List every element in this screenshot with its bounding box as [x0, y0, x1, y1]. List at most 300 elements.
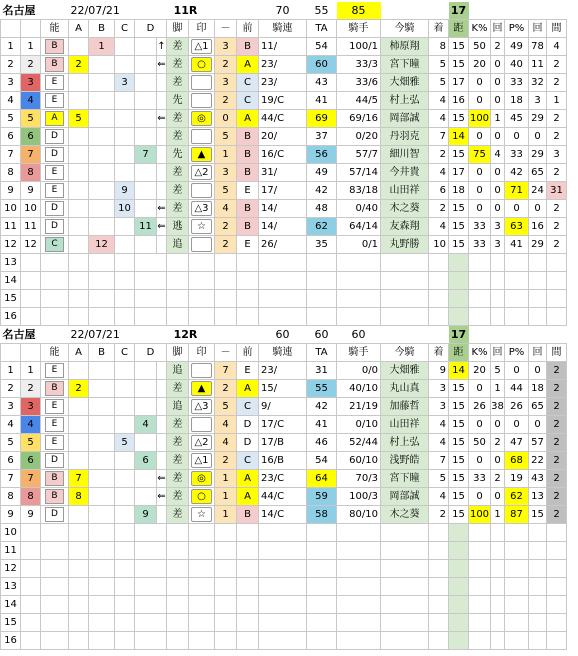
grade-box: B [45, 57, 64, 72]
k-count: 1 [491, 380, 505, 398]
top-right-num: 17 [449, 326, 469, 344]
empty-cell [505, 308, 529, 326]
empty-cell [505, 290, 529, 308]
row-number: 9 [1, 182, 21, 200]
distance: 16 [449, 92, 469, 110]
empty-cell [307, 542, 337, 560]
row-number: 2 [1, 56, 21, 74]
empty-cell [259, 560, 307, 578]
jockey-rate: 23/ [259, 56, 307, 74]
ta-value: 55 [307, 380, 337, 398]
rank-b [89, 452, 115, 470]
row-number: 8 [1, 164, 21, 182]
distance: 17 [449, 164, 469, 182]
empty-cell [89, 632, 115, 650]
empty-cell [449, 614, 469, 632]
prev-grade: B [237, 38, 259, 56]
p-count: 16 [529, 218, 547, 236]
empty-cell [307, 596, 337, 614]
empty-cell [429, 578, 449, 596]
jockey-rate: 14/ [259, 200, 307, 218]
prev-grade: E [237, 182, 259, 200]
current-jockey: 村上弘 [381, 92, 429, 110]
empty-cell [21, 272, 41, 290]
col-header-d: D [135, 20, 167, 38]
arrow-mark [157, 164, 167, 182]
empty-cell [469, 272, 491, 290]
jockey-stats: 33/6 [337, 74, 381, 92]
p-percent: 41 [505, 236, 529, 254]
grade-box: D [45, 453, 64, 468]
empty-cell [135, 272, 167, 290]
arrow-mark: ⇐ [157, 218, 167, 236]
empty-cell [337, 272, 381, 290]
horse-number: 1 [21, 38, 41, 56]
empty-cell [429, 614, 449, 632]
ability-grade [41, 398, 69, 416]
jockey-stats: 100/1 [337, 38, 381, 56]
running-style: 先 [167, 92, 189, 110]
finish: 8 [429, 38, 449, 56]
k-count: 0 [491, 164, 505, 182]
ta-value: 59 [307, 488, 337, 506]
empty-cell [381, 542, 429, 560]
table-row [1, 200, 567, 218]
empty-cell [505, 272, 529, 290]
empty-cell [337, 578, 381, 596]
distance: 15 [449, 380, 469, 398]
finish: 4 [429, 416, 449, 434]
empty-cell [21, 596, 41, 614]
jockey-stats: 57/14 [337, 164, 381, 182]
row-number: 16 [1, 308, 21, 326]
ta-value: 48 [307, 200, 337, 218]
k-percent: 100 [469, 506, 491, 524]
mark-box [191, 417, 212, 432]
col-header-kishu: 騎手 [337, 344, 381, 362]
k-percent: 50 [469, 434, 491, 452]
arrow-mark [157, 506, 167, 524]
arrow-mark: ⇐ [157, 110, 167, 128]
grade-box: E [45, 417, 64, 432]
rank-c [115, 236, 135, 254]
top-num-b: 60 [314, 328, 329, 341]
k-percent: 0 [469, 92, 491, 110]
grade-box: D [45, 507, 64, 522]
running-style: 追 [167, 362, 189, 380]
arrow-mark [157, 434, 167, 452]
k-count: 3 [491, 236, 505, 254]
row-number: 7 [1, 146, 21, 164]
empty-cell [381, 614, 429, 632]
empty-cell [189, 632, 215, 650]
col-header-kisou: 騎連 [259, 20, 307, 38]
p-percent: 49 [505, 38, 529, 56]
p-count: 24 [529, 182, 547, 200]
mark-box: △1 [191, 39, 212, 54]
empty-cell [21, 632, 41, 650]
empty-cell [69, 632, 89, 650]
rank-c: 9 [115, 182, 135, 200]
empty-cell [337, 596, 381, 614]
ta-value: 69 [307, 110, 337, 128]
row-number: 15 [1, 614, 21, 632]
k-count: 2 [491, 470, 505, 488]
current-jockey: 友森翔 [381, 218, 429, 236]
rank-b [89, 416, 115, 434]
rank-a [69, 92, 89, 110]
col-header-a: A [69, 344, 89, 362]
ability-grade [41, 434, 69, 452]
current-jockey: 岡部誠 [381, 110, 429, 128]
empty-cell [259, 614, 307, 632]
table-row [1, 380, 567, 398]
k-percent: 75 [469, 146, 491, 164]
finish: 2 [429, 200, 449, 218]
jockey-stats: 33/3 [337, 56, 381, 74]
table-row [1, 74, 567, 92]
running-style: 差 [167, 182, 189, 200]
running-style: 差 [167, 164, 189, 182]
empty-cell [215, 578, 237, 596]
empty-cell [529, 596, 547, 614]
row-number: 13 [1, 578, 21, 596]
finish: 3 [429, 380, 449, 398]
rank-d: 11 [135, 218, 157, 236]
empty-cell [449, 560, 469, 578]
k-count: 0 [491, 182, 505, 200]
empty-cell [89, 524, 115, 542]
horse-number: 10 [21, 200, 41, 218]
rank-b [89, 128, 115, 146]
running-style: 逃 [167, 218, 189, 236]
k-count: 0 [491, 128, 505, 146]
empty-cell [237, 272, 259, 290]
empty-row [1, 254, 567, 272]
jockey-stats: 80/10 [337, 506, 381, 524]
ta-value: 37 [307, 128, 337, 146]
p-percent: 0 [505, 128, 529, 146]
col-header-a: A [69, 20, 89, 38]
prediction-mark [189, 146, 215, 164]
empty-cell [469, 614, 491, 632]
k-percent: 33 [469, 470, 491, 488]
current-jockey: 丹羽克 [381, 128, 429, 146]
empty-cell [429, 542, 449, 560]
row-number: 2 [1, 380, 21, 398]
empty-cell [89, 308, 115, 326]
rank-a: 7 [69, 470, 89, 488]
rank-b [89, 146, 115, 164]
empty-cell [547, 524, 567, 542]
arrow-mark: ⇐ [157, 470, 167, 488]
rank-b [89, 362, 115, 380]
empty-cell [237, 632, 259, 650]
row-number: 10 [1, 200, 21, 218]
jockey-rate: 16/B [259, 452, 307, 470]
empty-cell [167, 560, 189, 578]
rank-c [115, 398, 135, 416]
arrow-mark [157, 398, 167, 416]
top-right-num: 17 [449, 2, 469, 20]
distance: 15 [449, 434, 469, 452]
rank-c [115, 38, 135, 56]
empty-cell [41, 272, 69, 290]
ta-value: 42 [307, 182, 337, 200]
mark-box [191, 183, 212, 198]
grade-box: D [45, 147, 64, 162]
rank-b [89, 74, 115, 92]
horse-number: 8 [21, 164, 41, 182]
empty-cell [189, 614, 215, 632]
row-number: 14 [1, 596, 21, 614]
running-style: 差 [167, 380, 189, 398]
empty-cell [547, 560, 567, 578]
col-header-kai2: 回 [529, 344, 547, 362]
empty-cell [89, 578, 115, 596]
arrow-mark [157, 146, 167, 164]
ta-value: 41 [307, 416, 337, 434]
empty-cell [469, 524, 491, 542]
empty-cell [337, 254, 381, 272]
empty-cell [429, 596, 449, 614]
jockey-rate: 14/ [259, 218, 307, 236]
empty-cell [469, 596, 491, 614]
empty-cell [115, 578, 135, 596]
mark-box: ◎ [191, 471, 212, 486]
empty-cell [429, 290, 449, 308]
empty-cell [449, 272, 469, 290]
ability-grade [41, 164, 69, 182]
mark-box: ◎ [191, 111, 212, 126]
prediction-mark [189, 128, 215, 146]
current-jockey: 山田祥 [381, 182, 429, 200]
empty-cell [167, 254, 189, 272]
empty-cell [491, 290, 505, 308]
arrow-mark [157, 362, 167, 380]
empty-cell [529, 560, 547, 578]
jockey-stats: 0/0 [337, 362, 381, 380]
empty-cell [505, 632, 529, 650]
empty-cell [215, 272, 237, 290]
col-header-kyori: 距 [449, 20, 469, 38]
dash-value: 2 [215, 218, 237, 236]
prev-grade: D [237, 416, 259, 434]
rank-a [69, 182, 89, 200]
empty-cell [167, 272, 189, 290]
ta-value: 46 [307, 434, 337, 452]
empty-cell [167, 596, 189, 614]
rank-c [115, 470, 135, 488]
col-header [1, 344, 21, 362]
prediction-mark [189, 218, 215, 236]
horse-number: 12 [21, 236, 41, 254]
ta-value: 60 [307, 56, 337, 74]
prediction-mark [189, 38, 215, 56]
current-jockey: 木之葵 [381, 506, 429, 524]
p-count: 78 [529, 38, 547, 56]
prev-grade: B [237, 218, 259, 236]
empty-cell [237, 560, 259, 578]
empty-cell [167, 524, 189, 542]
p-percent: 33 [505, 74, 529, 92]
ta-value: 49 [307, 164, 337, 182]
empty-cell [135, 308, 167, 326]
jockey-stats: 52/44 [337, 434, 381, 452]
col-header-zen: 前 [237, 344, 259, 362]
empty-cell [89, 596, 115, 614]
k-percent: 0 [469, 182, 491, 200]
finish: 4 [429, 92, 449, 110]
empty-cell [189, 542, 215, 560]
empty-cell [429, 272, 449, 290]
horse-number: 6 [21, 452, 41, 470]
empty-cell [21, 542, 41, 560]
ta-value: 54 [307, 452, 337, 470]
empty-cell [381, 560, 429, 578]
rank-c [115, 380, 135, 398]
empty-cell [491, 524, 505, 542]
k-count: 1 [491, 506, 505, 524]
k-count: 38 [491, 398, 505, 416]
jockey-stats: 0/1 [337, 236, 381, 254]
rank-a [69, 362, 89, 380]
top-num-c: 60 [351, 328, 366, 341]
jockey-rate: 19/C [259, 92, 307, 110]
current-jockey: 大畑雅 [381, 74, 429, 92]
rank-c [115, 56, 135, 74]
empty-cell [41, 290, 69, 308]
empty-cell [381, 254, 429, 272]
p-percent: 33 [505, 146, 529, 164]
arrow-mark [157, 74, 167, 92]
prev-grade: B [237, 164, 259, 182]
jockey-stats: 69/16 [337, 110, 381, 128]
row-number: 11 [1, 542, 21, 560]
empty-cell [429, 254, 449, 272]
rank-d [135, 182, 157, 200]
empty-cell [547, 542, 567, 560]
empty-cell [307, 308, 337, 326]
running-style: 差 [167, 38, 189, 56]
empty-cell [337, 290, 381, 308]
rank-a [69, 146, 89, 164]
empty-cell [259, 290, 307, 308]
empty-row [1, 632, 567, 650]
rank-b [89, 470, 115, 488]
grade-box: E [45, 183, 64, 198]
horse-number: 2 [21, 380, 41, 398]
empty-cell [337, 560, 381, 578]
ta-value: 62 [307, 218, 337, 236]
grade-box: D [45, 219, 64, 234]
row-number: 3 [1, 398, 21, 416]
empty-cell [381, 524, 429, 542]
empty-cell [307, 614, 337, 632]
jockey-stats: 44/5 [337, 92, 381, 110]
k-percent: 0 [469, 416, 491, 434]
k-count: 0 [491, 488, 505, 506]
p-count: 15 [529, 506, 547, 524]
empty-cell [449, 254, 469, 272]
grade-box: D [45, 201, 64, 216]
current-jockey: 村上弘 [381, 434, 429, 452]
p-percent: 45 [505, 110, 529, 128]
empty-cell [115, 272, 135, 290]
empty-cell [529, 308, 547, 326]
k-percent: 33 [469, 218, 491, 236]
empty-cell [69, 254, 89, 272]
interval: 2 [547, 128, 567, 146]
empty-cell [135, 596, 167, 614]
p-percent: 62 [505, 488, 529, 506]
prediction-mark [189, 164, 215, 182]
empty-cell [69, 308, 89, 326]
jockey-rate: 44/C [259, 488, 307, 506]
empty-cell [21, 290, 41, 308]
k-percent: 26 [469, 398, 491, 416]
rank-b [89, 398, 115, 416]
spacer [215, 326, 259, 344]
p-count: 3 [529, 92, 547, 110]
interval: 2 [547, 506, 567, 524]
empty-cell [505, 596, 529, 614]
prev-grade: B [237, 200, 259, 218]
current-jockey: 加藤哲 [381, 398, 429, 416]
distance: 15 [449, 218, 469, 236]
empty-cell [21, 308, 41, 326]
distance: 14 [449, 362, 469, 380]
finish: 4 [429, 434, 449, 452]
p-percent: 47 [505, 434, 529, 452]
jockey-stats: 21/19 [337, 398, 381, 416]
k-count: 0 [491, 74, 505, 92]
empty-cell [215, 542, 237, 560]
col-header-kai: 回 [491, 20, 505, 38]
empty-cell [505, 578, 529, 596]
arrow-mark [157, 452, 167, 470]
empty-cell [115, 290, 135, 308]
top-num-b: 55 [314, 4, 329, 17]
ta-value: 56 [307, 146, 337, 164]
top-num-c: 85 [337, 2, 381, 20]
col-header-zen: 前 [237, 20, 259, 38]
empty-row [1, 542, 567, 560]
empty-cell [491, 632, 505, 650]
empty-cell [115, 614, 135, 632]
ability-grade [41, 110, 69, 128]
ability-grade [41, 416, 69, 434]
rank-d [135, 110, 157, 128]
rank-b [89, 506, 115, 524]
empty-cell [337, 524, 381, 542]
table-row [1, 146, 567, 164]
arrow-mark [157, 416, 167, 434]
row-number: 12 [1, 236, 21, 254]
rank-b [89, 380, 115, 398]
finish: 5 [429, 74, 449, 92]
k-count: 3 [491, 218, 505, 236]
empty-cell [41, 560, 69, 578]
jockey-rate: 16/C [259, 146, 307, 164]
jockey-stats: 0/10 [337, 416, 381, 434]
jockey-rate: 44/C [259, 110, 307, 128]
rank-c [115, 164, 135, 182]
rank-b [89, 434, 115, 452]
jockey-rate: 11/ [259, 38, 307, 56]
empty-cell [469, 578, 491, 596]
rank-c [115, 146, 135, 164]
